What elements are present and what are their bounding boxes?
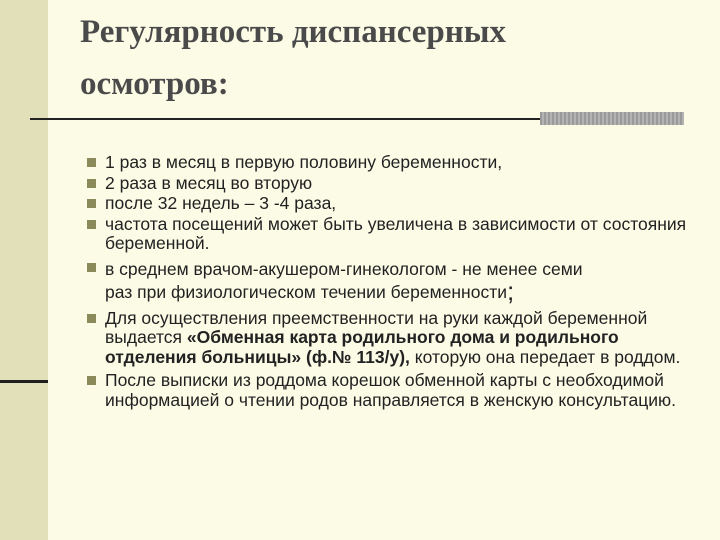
square-bullet-icon bbox=[87, 158, 96, 167]
bullet-list bbox=[87, 153, 687, 411]
title-line-2: осмотров: bbox=[80, 66, 229, 102]
list-item-text-b: раз при физиологическом течении беременности bbox=[105, 281, 507, 302]
list-item-text: 2 раза в месяц во вторую bbox=[105, 172, 313, 193]
list-item bbox=[87, 371, 687, 410]
list-item bbox=[87, 309, 687, 368]
list-item bbox=[87, 153, 687, 173]
list-item bbox=[87, 258, 687, 306]
list-item-text-a: в среднем врачом-акушером-гинекологом - не менее семи bbox=[105, 258, 583, 279]
list-item-text: 1 раз в месяц в первую половину беременности, bbox=[105, 152, 503, 172]
square-bullet-icon bbox=[87, 263, 96, 272]
square-bullet-icon bbox=[87, 376, 96, 385]
list-item bbox=[87, 215, 687, 254]
list-item-text-bold: «Обменная карта родильного дома и родильного отделения больницы» (ф.№ 113/у), bbox=[105, 327, 619, 367]
list-item-text: частота посещений может быть увеличена в зависимости от состояния беременной. bbox=[105, 213, 687, 253]
side-bar-divider bbox=[0, 380, 48, 383]
list-item bbox=[87, 194, 687, 214]
slide-title bbox=[80, 6, 700, 110]
list-item-text bbox=[105, 308, 680, 367]
list-item-text: после 32 недель – 3 -4 раза, bbox=[105, 193, 337, 213]
square-bullet-icon bbox=[87, 314, 96, 323]
side-bar bbox=[0, 0, 48, 540]
list-item-text bbox=[105, 258, 583, 306]
square-bullet-icon bbox=[87, 179, 96, 188]
title-line-1: Регулярность диспансерных bbox=[80, 14, 507, 50]
list-item bbox=[87, 174, 687, 194]
list-item-text-c: ; bbox=[507, 275, 515, 306]
square-bullet-icon bbox=[87, 199, 96, 208]
title-rule-accent bbox=[540, 112, 684, 125]
square-bullet-icon bbox=[87, 220, 96, 229]
list-item-text: После выписки из роддома корешок обменной карты с необходимой информацией о чтении родов направляется в женскую консультацию. bbox=[105, 370, 677, 410]
list-item-text-normal-end: которую она передает в роддом. bbox=[409, 346, 681, 367]
list-item-text-normal: Для осуществления преемственности на руки каждой беременной выдается bbox=[105, 307, 648, 347]
